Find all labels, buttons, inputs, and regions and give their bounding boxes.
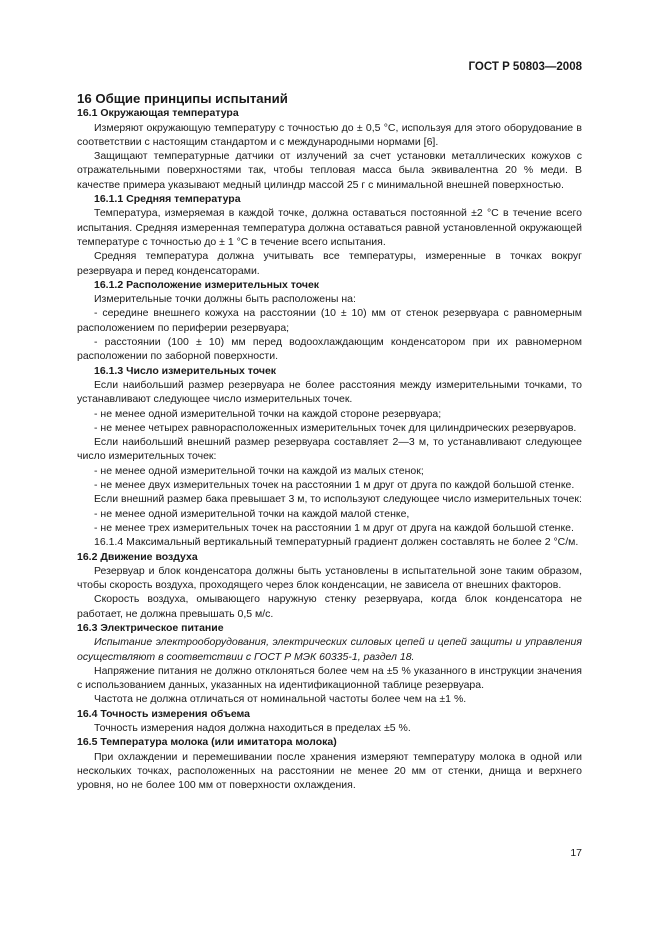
heading-16-4: 16.4 Точность измерения объема [77, 707, 251, 720]
section-title: 16 Общие принципы испытаний [77, 91, 288, 106]
paragraph: Точность измерения надоя должна находиться в пределах ±5 %. [94, 722, 411, 735]
paragraph-italic: Испытание электрооборудования, электрических силовых цепей и цепей защиты и управления осуществляют в соответствии с ГОСТ Р МЭК 60335-1, раздел 18. [77, 636, 582, 663]
paragraph: Частота не должна отличаться от номинальной частоты более чем на ±1 %. [94, 693, 467, 706]
list-item: - не менее двух измерительных точек на расстоянии 1 м друг от друга по каждой большой стенке. [94, 479, 575, 492]
heading-16-1-1: 16.1.1 Средняя температура [94, 193, 241, 206]
page-content [77, 92, 582, 793]
paragraph: При охлаждении и перемешивании после хранения измеряют температуру молока в одной или нескольких точках, расположенных на расстоянии не менее 20 мм от стенки, днища и верхнего уровня, но не более 100 мм от поверхности охлаждения. [77, 750, 582, 792]
paragraph-16-1-4: 16.1.4 Максимальный вертикальный температурный градиент должен составлять не более 2 °С/м. [94, 536, 579, 549]
list-item: - не менее одной измерительной точки на каждой из малых стенок; [94, 464, 424, 477]
heading-16-5: 16.5 Температура молока (или имитатора молока) [77, 736, 337, 749]
paragraph: Температура, измеряемая в каждой точке, должна оставаться постоянной ±2 °С в течение всего испытания. Средняя измеренная температура должна оставаться равной установленной окружающей температуре с точностью до ± 1 °С в течение всего испытания. [77, 207, 582, 248]
heading-16-1-2: 16.1.2 Расположение измерительных точек [94, 278, 320, 291]
list-item: - середине внешнего кожуха на расстоянии (10 ± 10) мм от стенок резервуара с равномерным расположением по периферии резервуара; [77, 307, 582, 334]
paragraph: Если наибольший внешний размер резервуара составляет 2—3 м, то устанавливают следующее число измерительных точек: [77, 436, 582, 463]
paragraph: Напряжение питания не должно отклоняться более чем на ±5 % указанного в инструкции значения с использованием данных, указанных на идентификационной таблице резервуара. [77, 664, 582, 692]
paragraph: Средняя температура должна учитывать все температуры, измеренные в точках вокруг резервуара и перед конденсаторами. [77, 250, 582, 277]
heading-16-1: 16.1 Окружающая температура [77, 107, 239, 120]
paragraph: Защищают температурные датчики от излучений за счет установки металлических кожухов с отражательными поверхностями так, чтобы тепловая масса была эквивалентна 20 % меди. В качестве примера указывают медный цилиндр массой 25 г с минимальной внешней поверхностью. [77, 150, 582, 191]
heading-16-2: 16.2 Движение воздуха [77, 550, 198, 563]
list-item: - не менее трех измерительных точек на расстоянии 1 м друг от друга на каждой большой стенке. [94, 521, 574, 534]
document-number: ГОСТ Р 50803—2008 [468, 61, 582, 73]
list-item: - не менее четырех равнорасположенных измерительных точек для цилиндрических резервуаров. [94, 421, 577, 434]
list-item: - расстоянии (100 ± 10) мм перед водоохлаждающим конденсатором при их равномерном расположении по заборной поверхности. [77, 336, 582, 363]
heading-16-1-3: 16.1.3 Число измерительных точек [94, 364, 277, 377]
paragraph: Если наибольший размер резервуара не более расстояния между измерительными точками, то устанавливают следующее число измерительных точек. [77, 378, 582, 406]
heading-16-3: 16.3 Электрическое питание [77, 621, 224, 634]
paragraph: Скорость воздуха, омывающего наружную стенку резервуара, когда блок конденсатора не работает, не должна превышать 0,5 м/с. [77, 593, 582, 620]
paragraph: Измерительные точки должны быть расположены на: [94, 293, 356, 306]
page-number: 17 [570, 847, 582, 859]
paragraph: Резервуар и блок конденсатора должны быть установлены в испытательной зоне таким образом, чтобы скорость воздуха, проходящего через блок конденсации, не зависела от внешних факторов. [77, 564, 582, 592]
paragraph: Если внешний размер бака превышает 3 м, то используют следующее число измерительных точек: [94, 493, 582, 506]
list-item: - не менее одной измерительной точки на каждой малой стенке, [94, 507, 410, 520]
paragraph: Измеряют окружающую температуру с точностью до ± 0,5 °С, используя для этого оборудование в соответствии с настоящим стандартом и с международными нормами [6]. [77, 121, 582, 148]
list-item: - не менее одной измерительной точки на каждой стороне резервуара; [94, 407, 442, 420]
